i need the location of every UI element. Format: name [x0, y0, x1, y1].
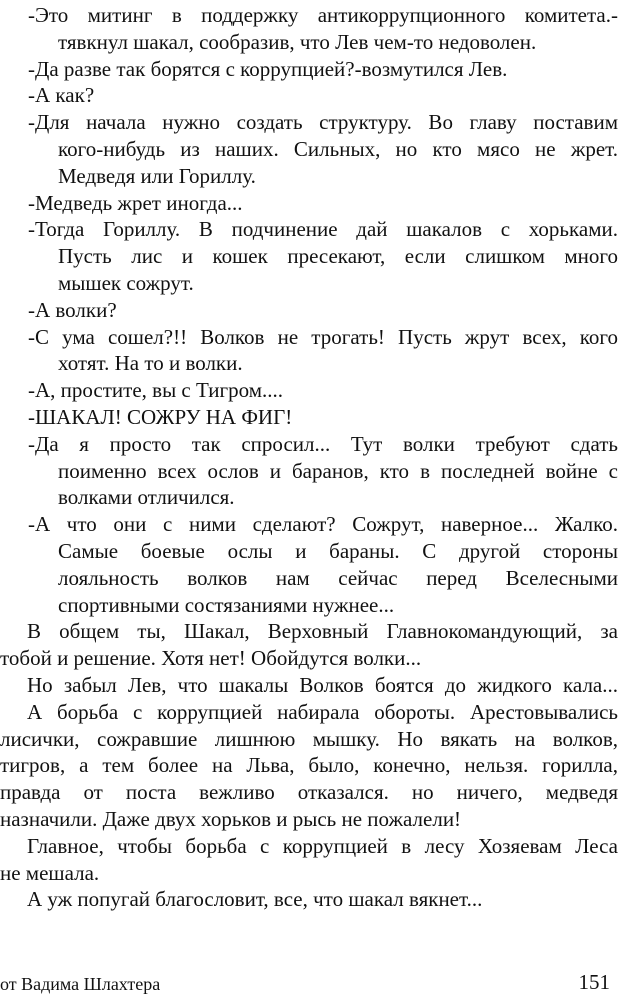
text-line: В общем ты, Шакал, Верховный Главнокомандующий, за: [27, 619, 618, 644]
text-line: назначили. Даже двух хорьков и рысь не пожалели!: [0, 806, 462, 831]
text-line: тобой и решение. Хотя нет! Обойдутся волки...: [0, 646, 422, 671]
text-line: правда от поста вежливо отказался. но ничего, медведя: [0, 780, 618, 805]
text-line: мышек сожрут.: [58, 270, 194, 295]
text-line: -А волки?: [28, 297, 117, 322]
text-line: -ШАКАЛ! СОЖРУ НА ФИГ!: [28, 404, 293, 429]
text-line: волками отличился.: [58, 485, 235, 510]
text-line: -С ума сошел?!! Волков не трогать! Пусть жрут всех, кого: [28, 324, 618, 349]
text-line: -Да разве так борятся с коррупцией?-возмутился Лев.: [28, 56, 508, 81]
text-line: -Для начала нужно создать структуру. Во главу поставим: [28, 110, 618, 135]
text-line: -Тогда Гориллу. В подчинение дай шакалов с хорьками.: [28, 217, 618, 242]
text-line: -Медведь жрет иногда...: [28, 190, 243, 215]
footer-source: от Вадима Шлахтера: [0, 974, 161, 994]
text-line: спортивными состязаниями нужнее...: [58, 592, 395, 617]
text-line: лояльность волков нам сейчас перед Вселесными: [58, 565, 618, 590]
text-line: -Это митинг в поддержку антикоррупционного комитета.-: [28, 3, 618, 27]
text-line: А уж попугай благословит, все, что шакал вякнет...: [27, 887, 483, 912]
text-line: Пусть лис и кошек пресекают, если слишком много: [58, 244, 618, 269]
page-number: 151: [578, 970, 610, 994]
text-line: не мешала.: [0, 860, 100, 885]
text-line: Самые боевые ослы и бараны. С другой стороны: [58, 538, 618, 563]
text-line: тявкнул шакал, сообразив, что Лев чем-то недоволен.: [58, 29, 537, 54]
text-line: -А как?: [28, 83, 95, 108]
text-line: А борьба с коррупцией набирала обороты. Арестовывались: [27, 699, 618, 724]
text-line: кого-нибудь из наших. Сильных, но кто мясо не жрет.: [58, 136, 618, 161]
text-line: -А, простите, вы с Тигром....: [28, 378, 284, 403]
text-line: лисички, сожравшие лишнюю мышку. Но вякать на волков,: [0, 726, 618, 751]
text-line: Но забыл Лев, что шакалы Волков боятся до жидкого кала...: [27, 672, 618, 697]
text-line: поименно всех ослов и баранов, кто в последней войне с: [58, 458, 618, 483]
text-line: -А что они с ними сделают? Сожрут, наверное... Жалко.: [28, 512, 618, 537]
page-body-text: [0, 2, 620, 913]
text-line: Главное, чтобы борьба с коррупцией в лесу Хозяевам Леса: [27, 833, 618, 858]
text-line: тигров, а тем более на Льва, было, конечно, нельзя. горилла,: [0, 753, 618, 778]
text-line: -Да я просто так спросил... Тут волки требуют сдать: [28, 431, 618, 456]
text-line: Медведя или Гориллу.: [58, 163, 256, 188]
text-line: хотят. На то и волки.: [58, 351, 243, 376]
